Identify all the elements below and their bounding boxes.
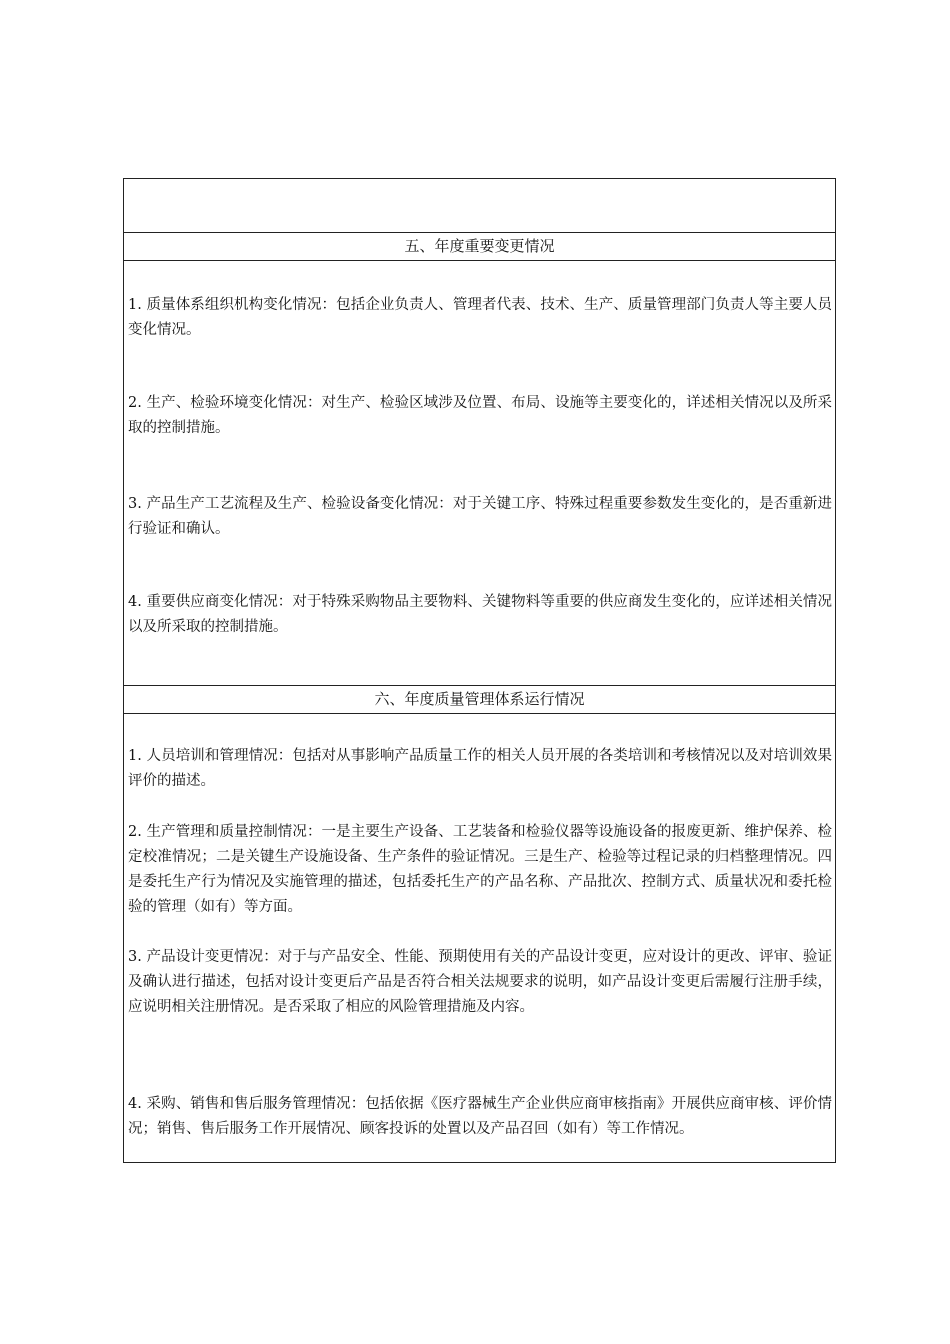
section5-item-1: 1. 质量体系组织机构变化情况：包括企业负责人、管理者代表、技术、生产、质量管理部门负责人等主要人员变化情况。 [128,297,832,338]
section5-title: 五、年度重要变更情况 [404,237,555,255]
section6-item-4: 4. 采购、销售和售后服务管理情况：包括依据《医疗器械生产企业供应商审核指南》开展供应商审核、评价情况；销售、售后服务工作开展情况、顾客投诉的处置以及产品召回（如有）等工作情况。 [128,1096,832,1137]
section5-item-3: 3. 产品生产工艺流程及生产、检验设备变化情况：对于关键工序、特殊过程重要参数发生变化的，是否重新进行验证和确认。 [128,496,832,537]
section6-item-1: 1. 人员培训和管理情况：包括对从事影响产品质量工作的相关人员开展的各类培训和考核情况以及对培训效果评价的描述。 [128,748,832,789]
empty-row [124,179,835,232]
section5-item-4: 4. 重要供应商变化情况：对于特殊采购物品主要物料、关键物料等重要的供应商发生变化的，应详述相关情况以及所采取的控制措施。 [128,594,832,635]
section6-title: 六、年度质量管理体系运行情况 [374,690,585,708]
report-table [123,178,836,1163]
section5-item-2: 2. 生产、检验环境变化情况：对生产、检验区域涉及位置、布局、设施等主要变化的，详述相关情况以及所采取的控制措施。 [128,395,832,436]
section6-header [124,685,835,713]
section5-body [124,260,835,685]
section6-item-3: 3. 产品设计变更情况：对于与产品安全、性能、预期使用有关的产品设计变更，应对设计的更改、评审、验证及确认进行描述，包括对设计变更后产品是否符合相关法规要求的说明，如产品设计变更后需履行注册手续，应说明相关注册情况。是否采取了相应的风险管理措施及内容。 [128,949,832,1015]
section5-header [124,232,835,260]
section6-body [124,713,835,1162]
section6-item-2: 2. 生产管理和质量控制情况：一是主要生产设备、工艺装备和检验仪器等设施设备的报废更新、维护保养、检定校准情况；二是关键生产设施设备、生产条件的验证情况。三是生产、检验等过程记录的归档整理情况。四是委托生产行为情况及实施管理的描述，包括委托生产的产品名称、产品批次、控制方式、质量状况和委托检验的管理（如有）等方面。 [128,824,832,915]
